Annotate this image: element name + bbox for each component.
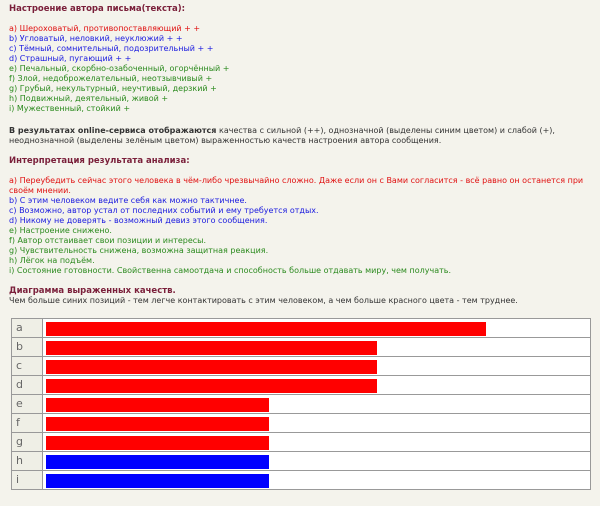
mood-item: a) Шероховатый, противопоставляющий + + <box>9 24 201 33</box>
bar-a <box>46 322 486 336</box>
mood-item: b) Угловатый, неловкий, неуклюжий + + <box>9 34 183 43</box>
bar-b <box>46 341 377 355</box>
category-label: g <box>12 433 43 452</box>
bar-d <box>46 379 377 393</box>
chart-row <box>12 357 591 376</box>
bar-track <box>43 357 591 376</box>
interpretation-item: b) С этим человеком ведите себя как можно тактичнее. <box>9 196 247 205</box>
chart-row <box>12 452 591 471</box>
chart-row <box>12 376 591 395</box>
mood-item: d) Страшный, пугающий + + <box>9 54 132 63</box>
category-label: h <box>12 452 43 471</box>
interpretation-item: a) Переубедить сейчас этого человека в чём-либо чрезвычайно сложно. Даже если он с Вами согласится - всё равно он останется при своём мнении. <box>9 176 584 195</box>
interpretation-item: e) Настроение снижено. <box>9 226 112 235</box>
bar-track <box>43 471 591 490</box>
category-label: b <box>12 338 43 357</box>
mood-item: e) Печальный, скорбно-озабоченный, огорчённый + <box>9 64 230 73</box>
bar-g <box>46 436 269 450</box>
interpretation-title: Интерпретация результата анализа: <box>9 156 190 166</box>
bar-track <box>43 338 591 357</box>
interpretation-item: f) Автор отстаивает свои позиции и интересы. <box>9 236 207 245</box>
bar-f <box>46 417 269 431</box>
qualities-bar-chart <box>11 318 591 490</box>
category-label: d <box>12 376 43 395</box>
mood-item: f) Злой, недоброжелательный, неотзывчивый + <box>9 74 213 83</box>
category-label: e <box>12 395 43 414</box>
bar-track <box>43 452 591 471</box>
results-note-rest: качества с сильной (++), однозначной (выделены синим цветом) и слабой (+), неоднозначной (выделены зелёным цветом) выраженностью качеств настроения автора сообщения. <box>9 126 555 145</box>
chart-row <box>12 433 591 452</box>
results-note <box>9 126 592 146</box>
chart-row <box>12 319 591 338</box>
bar-c <box>46 360 377 374</box>
category-label: a <box>12 319 43 338</box>
bar-h <box>46 455 269 469</box>
mood-item: i) Мужественный, стойкий + <box>9 104 131 113</box>
chart-row <box>12 414 591 433</box>
results-note-bold: В результатах online-сервиса отображаются <box>9 126 217 135</box>
diagram-title: Диаграмма выраженных качеств. <box>9 286 176 296</box>
bar-track <box>43 414 591 433</box>
bar-track <box>43 319 591 338</box>
interpretation-item: g) Чувствительность снижена, возможна защитная реакция. <box>9 246 269 255</box>
interpretation-item: h) Лёгок на подъём. <box>9 256 95 265</box>
diagram-subtitle: Чем больше синих позиций - тем легче контактировать с этим человеком, а чем больше красного цвета - тем труднее. <box>9 296 518 305</box>
chart-row <box>12 395 591 414</box>
category-label: c <box>12 357 43 376</box>
chart-row <box>12 471 591 490</box>
mood-item: h) Подвижный, деятельный, живой + <box>9 94 169 103</box>
interpretation-item: i) Состояние готовности. Свойственна самоотдача и способность больше отдавать миру, чем получать. <box>9 266 452 275</box>
bar-e <box>46 398 269 412</box>
mood-section-title: Настроение автора письма(текста): <box>9 4 185 14</box>
interpretation-list <box>9 176 592 276</box>
chart-row <box>12 338 591 357</box>
bar-i <box>46 474 269 488</box>
bar-track <box>43 395 591 414</box>
mood-item: g) Грубый, некультурный, неучтивый, дерзкий + <box>9 84 217 93</box>
bar-track <box>43 376 591 395</box>
interpretation-item: c) Возможно, автор устал от последних событий и ему требуется отдых. <box>9 206 319 215</box>
mood-item: c) Тёмный, сомнительный, подозрительный + + <box>9 44 214 53</box>
interpretation-item: d) Никому не доверять - возможный девиз этого сообщения. <box>9 216 268 225</box>
category-label: f <box>12 414 43 433</box>
category-label: i <box>12 471 43 490</box>
bar-track <box>43 433 591 452</box>
mood-list <box>9 24 592 114</box>
